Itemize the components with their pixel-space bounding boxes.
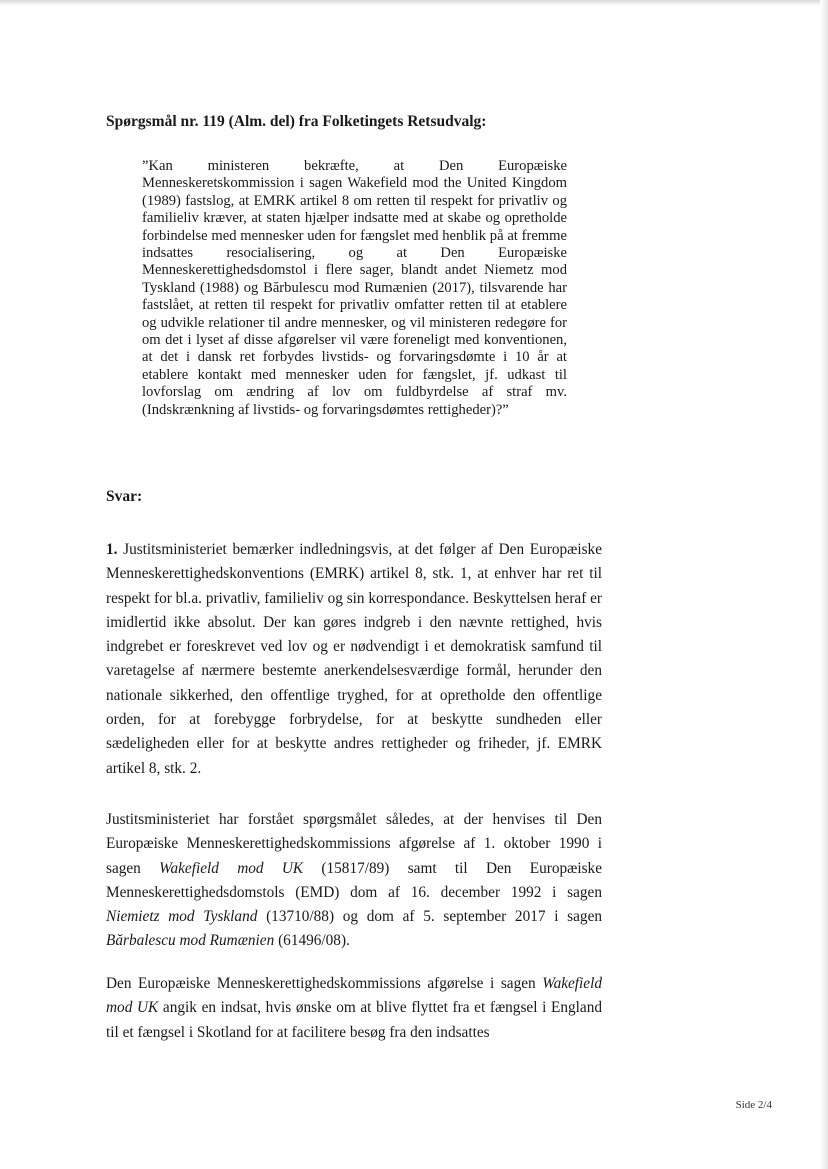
case-name-barbalescu: Bărbalescu mod Rumænien bbox=[106, 932, 275, 950]
paragraph-3-text-1: Den Europæiske Menneskerettighedskommissions afgørelse i sagen bbox=[106, 975, 543, 992]
paragraph-1-text: Justitsministeriet bemærker indledningsvis, at det følger af Den Europæiske Menneskerettighedskonventions (EMRK) artikel 8, stk. 1, at enhver har ret til respekt for bl.a. privatliv, familieliv og sin korrespondance. Beskyttelsen heraf er imidlertid ikke absolut. Der kan gøres indgreb i den nævnte rettighed, hvis indgrebet er foreskrevet ved lov og er nødvendigt i et demokratisk samfund til varetagelse af nærmere bestemte anerkendelsesværdige formål, herunder den nationale sikkerhed, den offentlige tryghed, for at opretholde den offentlige orden, for at forebygge forbrydelse, for at beskytte sundheden eller sædeligheden eller for at beskytte andres rettigheder og friheder, jf. EMRK artikel 8, stk. 2. bbox=[106, 541, 602, 777]
scan-edge-right bbox=[820, 0, 828, 1169]
case-name-wakefield-2: Wakefield mod UK bbox=[106, 975, 602, 1017]
page-number: Side 2/4 bbox=[735, 1099, 772, 1111]
paragraph-2-text-3: (13710/88) og dom af 5. september 2017 i sagen bbox=[257, 908, 603, 926]
case-name-wakefield: Wakefield mod UK bbox=[159, 859, 304, 877]
paragraph-2-text-4: (61496/08). bbox=[274, 932, 350, 950]
question-heading: Spørgsmål nr. 119 (Alm. del) fra Folketingets Retsudvalg: bbox=[106, 113, 487, 130]
question-quote: ”Kan ministeren bekræfte, at Den Europæiske Menneskeretskommission i sagen Wakefield mod the United Kingdom (1989) fastslog, at EMRK artikel 8 om retten til respekt for privatliv og familieliv kræver, at staten hjælper indsatte med at skabe og opretholde forbindelse med mennesker uden for fængslet med henblik på at fremme indsattes resocialisering, og at Den Europæiske Menneskerettighedsdomstol i flere sager, blandt andet Niemetz mod Tyskland (1988) og Bărbulescu mod Rumænien (2017), tilsvarende har fastslået, at retten til respekt for privatliv omfatter retten til at etablere og udvikle relationer til andre mennesker, og vil ministeren redegøre for om det i lyset af disse afgørelser vil være foreneligt med konventionen, at det i dansk ret forbydes livstids- og forvaringsdømte i 10 år at etablere kontakt med mennesker uden for fængslet, jf. udkast til lovforslag om ændring af lov om fuldbyrdelse af straf mv. (Indskrænkning af livstids- og forvaringsdømtes rettigheder)?” bbox=[142, 158, 567, 418]
paragraph-3-text-2: angik en indsat, hvis ønske om at blive flyttet fra et fængsel i England til et fængsel i Skotland for at facilitere besøg fra den indsattes bbox=[106, 999, 602, 1041]
answer-label: Svar: bbox=[106, 488, 143, 505]
answer-paragraph-3 bbox=[106, 972, 602, 1045]
scan-edge-top bbox=[0, 0, 828, 6]
case-name-niemietz: Niemietz mod Tyskland bbox=[106, 908, 258, 926]
paragraph-number: 1. bbox=[106, 541, 118, 558]
paragraph-2-text-1: Justitsministeriet har forstået spørgsmålet således, at der henvises til Den Europæiske Menneskerettighedskommissions afgørelse af 1. oktober 1990 i sagen bbox=[106, 811, 602, 877]
answer-paragraph-1 bbox=[106, 538, 602, 781]
answer-paragraph-2 bbox=[106, 808, 602, 954]
paragraph-2-text-2: (15817/89) samt til Den Europæiske Menneskerettighedsdomstols (EMD) dom af 16. december 1992 i sagen bbox=[106, 859, 602, 901]
